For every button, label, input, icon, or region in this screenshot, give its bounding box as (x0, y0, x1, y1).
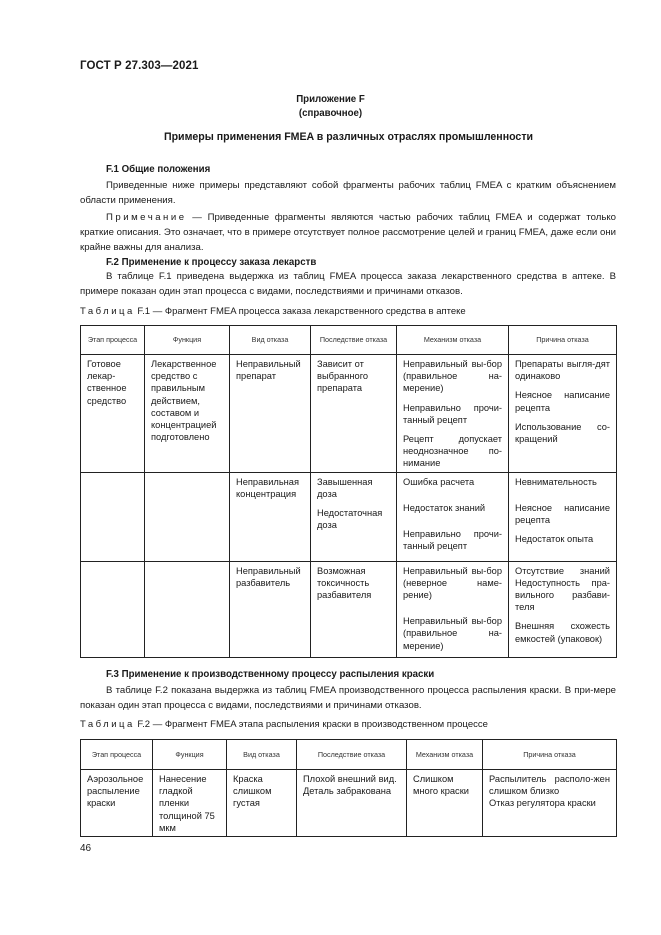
table-row (81, 355, 617, 473)
column-header: Причина отказа (483, 740, 617, 770)
column-header: Вид отказа (227, 740, 297, 770)
appendix-title: Приложение F (296, 94, 365, 105)
table-f2 (80, 739, 617, 837)
section-heading: F.1 Общие положения (106, 164, 211, 175)
table-cell (145, 472, 230, 561)
column-header: Этап процесса (81, 326, 145, 355)
column-header: Вид отказа (230, 326, 311, 355)
table-caption: Таблица F.1 — Фрагмент FMEA процесса заказа лекарственного средства в аптеке (80, 306, 466, 317)
table-row (81, 472, 617, 561)
table-header-row (81, 326, 617, 355)
section-heading: F.3 Применение к производственному процессу распыления краски (106, 669, 435, 680)
paragraph: В таблице F.2 показана выдержка из таблиц FMEA производственного процесса распыления краски. В при-мере показан один этап процесса с видами, последствиями и причинами отказов. (80, 685, 616, 711)
column-header: Механизм отказа (397, 326, 509, 355)
note-label: Примечание (106, 212, 187, 223)
column-header: Последствие отказа (311, 326, 397, 355)
section-heading: F.2 Применение к процессу заказа лекарств (106, 257, 317, 268)
table-caption: Таблица F.2 — Фрагмент FMEA этапа распыления краски в производственном процессе (80, 719, 488, 730)
main-title: Примеры применения FMEA в различных отраслях промышленности (163, 131, 534, 143)
paragraph: В таблице F.1 приведена выдержка из таблиц FMEA процесса заказа лекарственного средства в аптеке. В примере показан один этап процесса с видами, последствиями и причинами отказов. (80, 271, 616, 297)
table-cell: Неправильный вы-бор (неверное наме-рение) Неправильный вы-бор (правильное на-мерение) (397, 561, 509, 657)
table-cell: Неправильная концентрация (230, 472, 311, 561)
table-cell: Завышенная доза Недостаточная доза (311, 472, 397, 561)
table-cell: Неправильный препарат (230, 355, 311, 473)
table-cell: Слишком много краски (407, 770, 483, 837)
table-cell (145, 561, 230, 657)
table-row (81, 770, 617, 837)
table-cell: Распылитель располо-жен слишком близко Отказ регулятора краски (483, 770, 617, 837)
table-cell (81, 472, 145, 561)
appendix-type: (справочное) (298, 108, 363, 119)
table-cell: Возможная токсичность разбавителя (311, 561, 397, 657)
paragraph: Приведенные ниже примеры представляют собой фрагменты рабочих таблиц FMEA с кратким объяснением области применения. (80, 180, 616, 206)
table-row (81, 561, 617, 657)
column-header: Этап процесса (81, 740, 153, 770)
table-cell: Плохой внешний вид. Деталь забракована (297, 770, 407, 837)
table-cell: Аэрозольное распыление краски (81, 770, 153, 837)
column-header: Механизм отказа (407, 740, 483, 770)
page-number: 46 (80, 843, 92, 854)
table-cell: Неправильный вы-бор (правильное на-мерение) Неправильно прочи-танный рецепт Рецепт допускает неоднозначное по-нимание (397, 355, 509, 473)
note-paragraph: Примечание — Приведенные фрагменты являются частью рабочих таблиц FMEA и содержат только краткие описания. Это означает, что в примере отсутствует полное рассмотрение целей и границ FMEA, даже если они крайне важны для анализа. (80, 212, 616, 253)
table-cell: Отсутствие знаний Недоступность пра-вильного разбави-теля Внешняя схожесть емкостей (упаковок) (509, 561, 617, 657)
table-cell: Невнимательность Неясное написание рецепта Недостаток опыта (509, 472, 617, 561)
table-cell: Нанесение гладкой пленки толщиной 75 мкм (153, 770, 227, 837)
column-header: Причина отказа (509, 326, 617, 355)
table-header-row (81, 740, 617, 770)
table-cell: Краска слишком густая (227, 770, 297, 837)
table-cell: Зависит от выбранного препарата (311, 355, 397, 473)
table-cell: Неправильный разбавитель (230, 561, 311, 657)
column-header: Функция (153, 740, 227, 770)
column-header: Функция (145, 326, 230, 355)
standard-header: ГОСТ Р 27.303—2021 (80, 60, 199, 72)
table-cell: Ошибка расчета Недостаток знаний Неправильно прочи-танный рецепт (397, 472, 509, 561)
column-header: Последствие отказа (297, 740, 407, 770)
table-f1 (80, 325, 617, 658)
table-cell: Готовое лекар-ственное средство (81, 355, 145, 473)
table-cell: Лекарственное средство с правильным действием, составом и концентрацией подготовлено (145, 355, 230, 473)
table-cell (81, 561, 145, 657)
table-cell: Препараты выгля-дят одинаково Неясное написание рецепта Использование со-кращений (509, 355, 617, 473)
